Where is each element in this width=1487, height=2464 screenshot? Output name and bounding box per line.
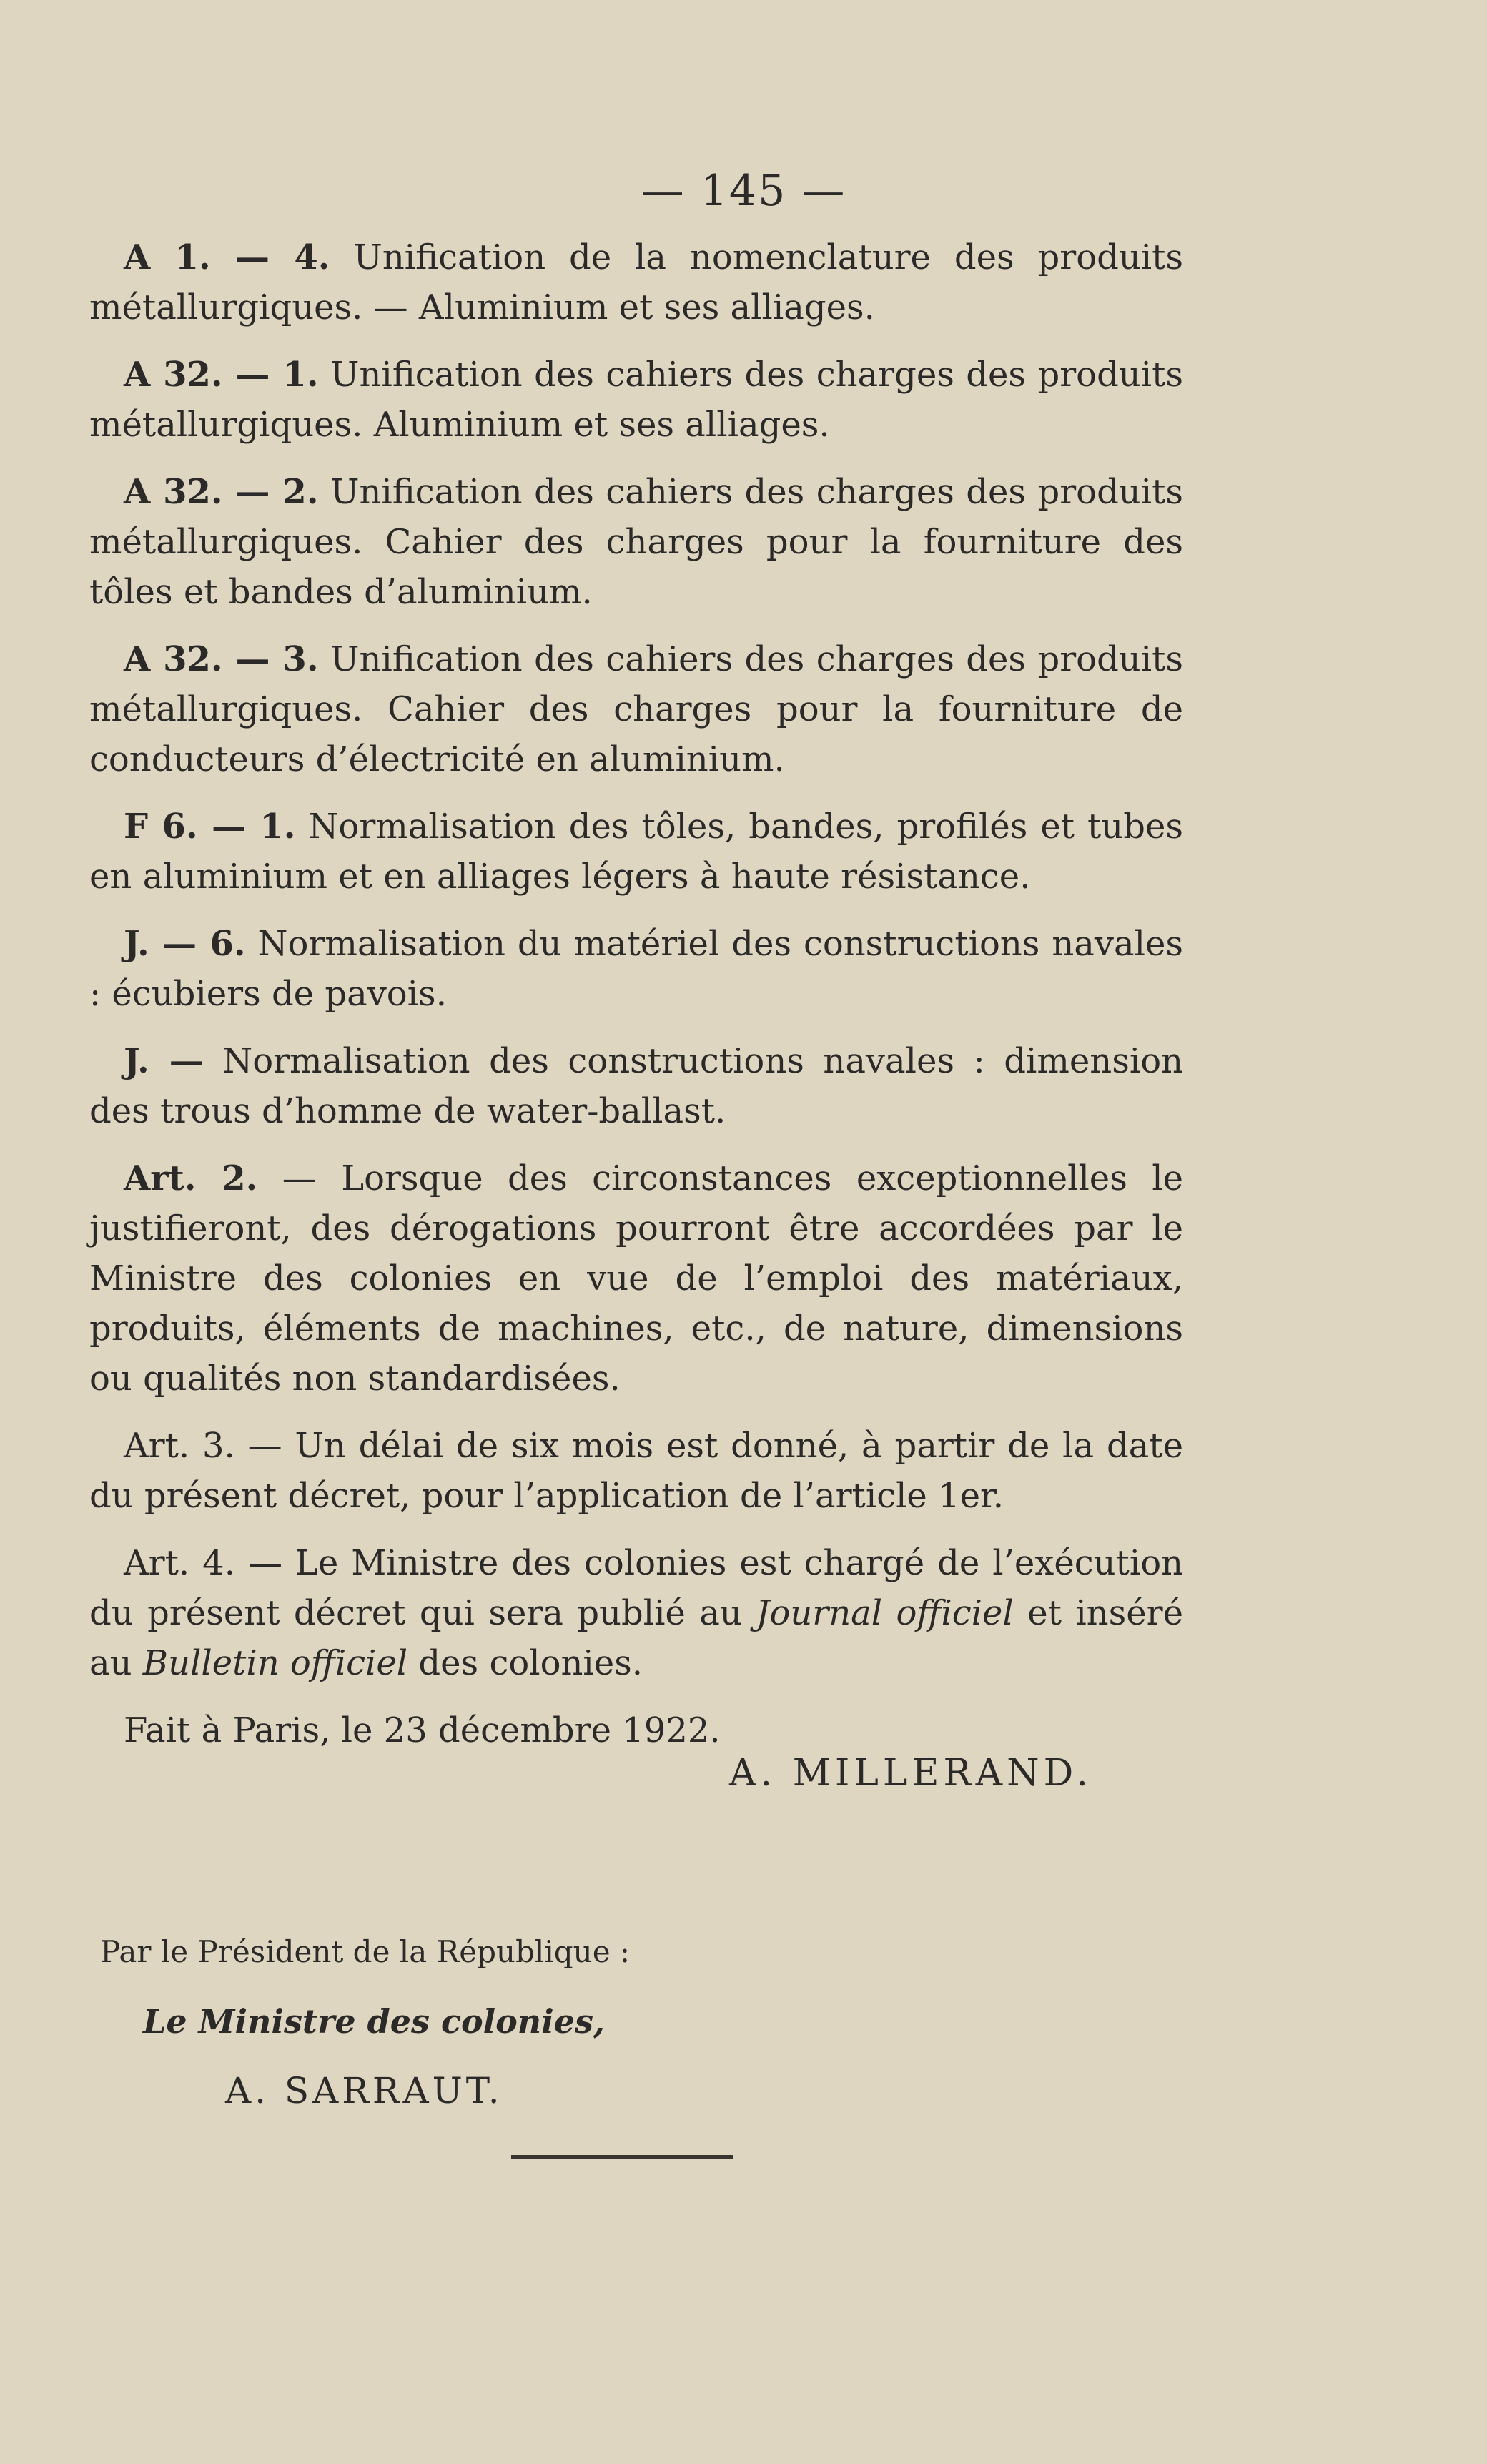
date-line: Fait à Paris, le 23 décembre 1922. — [124, 1710, 721, 1750]
entry-text: Normalisation des constructions navales : dimension des trous d’homme de water-ballast. — [89, 1041, 1184, 1131]
article-2 — [89, 1153, 1183, 1404]
entry-code: J. — — [124, 1041, 204, 1081]
page-number: — 145 — — [641, 166, 846, 216]
entry-text: Unification des cahiers des charges des produits métallurgiques. Cahier des charges pour la fourniture des tôles et bandes d’aluminium. — [89, 472, 1183, 612]
entry-text: Unification de la nomenclature des produits métallurgiques. — Aluminium et ses alliages. — [89, 237, 1183, 327]
article-text: — Un délai de six mois est donné, à partir de la date du présent décret, pour l’application de l’article 1er. — [89, 1426, 1183, 1516]
signature: A. MILLERAND. — [729, 1752, 1092, 1795]
entry-code: J. — 6. — [124, 924, 246, 964]
entry-code: A 32. — 3. — [124, 639, 319, 679]
journal-officiel-ref: Journal officiel — [756, 1593, 1014, 1633]
countersign-name: A. SARRAUT. — [225, 2070, 503, 2111]
article-text-end: des colonies. — [407, 1643, 643, 1683]
countersign-label: Par le Président de la République : — [100, 1934, 631, 1969]
standard-entry — [89, 1036, 1183, 1136]
entry-text: Normalisation des tôles, bandes, profilés et tubes en aluminium et en alliages légers à haute résistance. — [89, 807, 1183, 897]
standard-entry — [89, 232, 1183, 332]
standard-entry — [89, 919, 1183, 1019]
article-text: — Le Ministre des colonies est chargé de l’exécution du présent décret qui sera publié au — [89, 1543, 1183, 1633]
entry-code: A 1. — 4. — [124, 237, 330, 277]
countersign-title: Le Ministre des colonies, — [143, 2002, 605, 2041]
article-text: — Lorsque des circonstances exceptionnelles le justifieront, des dérogations pourront être accordées par le Ministre des colonies en vue de l’emploi des matériaux, produits, éléments de machines, etc., de nature, dimensions ou qualités non standardisées. — [89, 1158, 1184, 1399]
entry-code: F 6. — 1. — [124, 807, 296, 847]
standard-entry — [89, 350, 1183, 450]
article-label: Art. 3. — [124, 1426, 235, 1466]
entry-text: Normalisation du matériel des constructions navales : écubiers de pavois. — [89, 924, 1183, 1014]
closing-rule — [511, 2155, 733, 2159]
article-4 — [89, 1538, 1183, 1688]
article-label: Art. 4. — [124, 1543, 235, 1583]
entry-text: Unification des cahiers des charges des produits métallurgiques. Cahier des charges pour la fourniture de conducteurs d’électricité en aluminium. — [89, 639, 1183, 779]
bulletin-officiel-ref: Bulletin officiel — [142, 1643, 408, 1683]
article-3 — [89, 1421, 1183, 1521]
standard-entry — [89, 802, 1183, 902]
standard-entry — [89, 634, 1183, 784]
entry-code: A 32. — 2. — [124, 472, 319, 512]
article-label: Art. 2. — [124, 1158, 258, 1198]
entry-text: Unification des cahiers des charges des produits métallurgiques. Aluminium et ses alliages. — [89, 355, 1183, 445]
article-text-cont: et inséré au — [89, 1593, 1183, 1683]
decree-body — [89, 232, 1183, 1773]
entry-code: A 32. — 1. — [124, 355, 319, 395]
standard-entry — [89, 467, 1183, 617]
